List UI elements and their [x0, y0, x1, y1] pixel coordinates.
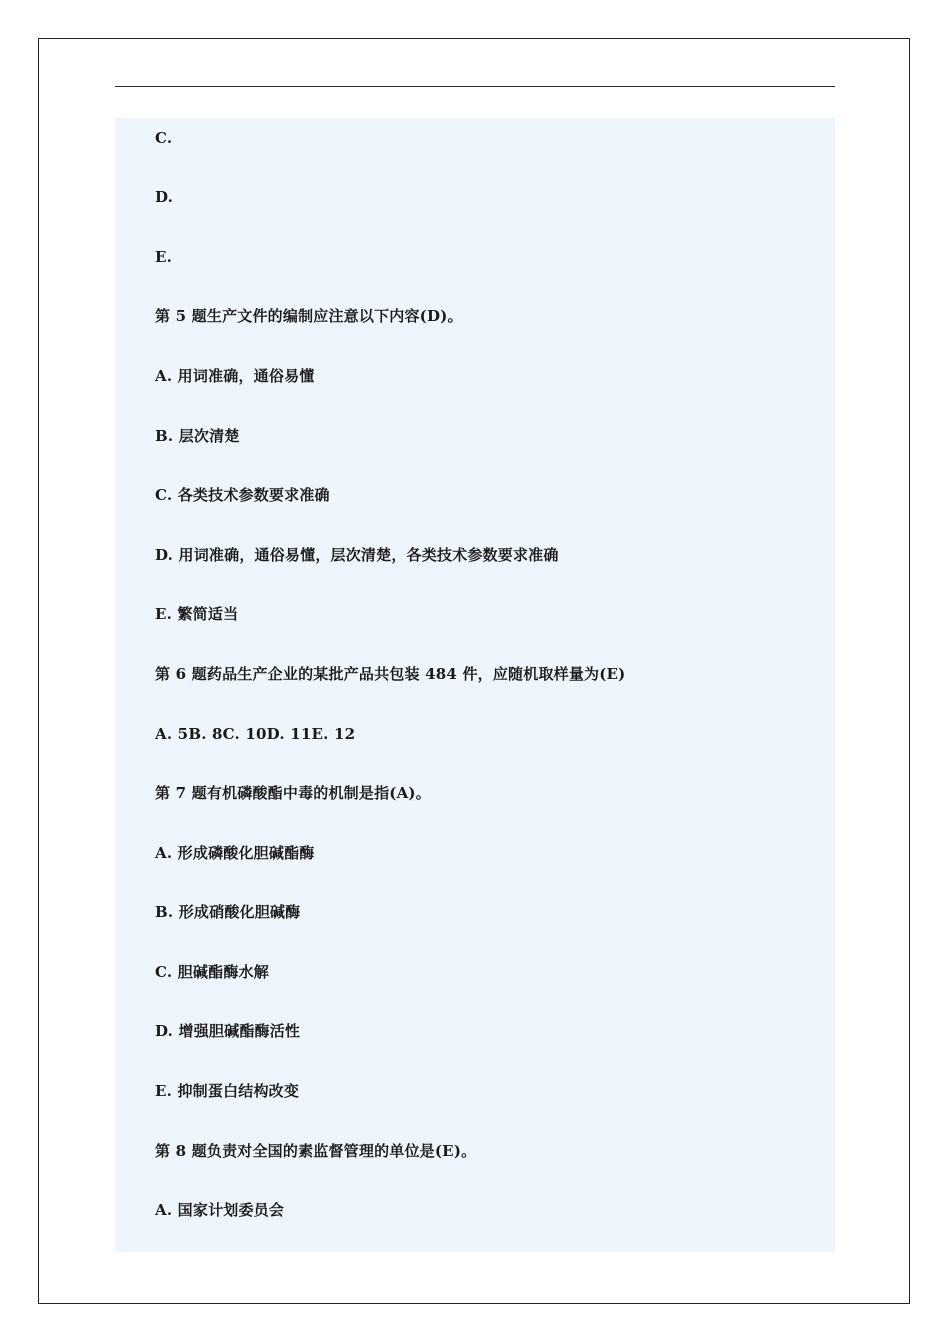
question-5-option-d: D. 用词准确，通俗易懂，层次清楚，各类技术参数要求准确	[155, 546, 559, 564]
question-7-option-c: C. 胆碱酯酶水解	[155, 963, 269, 981]
question-7-option-d: D. 增强胆碱酯酶活性	[155, 1022, 301, 1040]
question-5-option-b: B. 层次清楚	[155, 427, 240, 445]
question-5-option-a: A. 用词准确，通俗易懂	[155, 367, 315, 385]
question-8: 第 8 题负责对全国的素监督管理的单位是(E)。	[155, 1142, 477, 1160]
option-e-blank: E.	[155, 248, 173, 266]
question-8-option-a: A. 国家计划委员会	[155, 1201, 285, 1219]
question-5-option-c: C. 各类技术参数要求准确	[155, 486, 330, 504]
question-6-options: A. 5B. 8C. 10D. 11E. 12	[155, 725, 356, 743]
question-7-option-a: A. 形成磷酸化胆碱酯酶	[155, 844, 315, 862]
option-d-blank: D.	[155, 188, 174, 206]
question-7-option-e: E. 抑制蛋白结构改变	[155, 1082, 300, 1100]
content-panel	[115, 118, 835, 1252]
option-c-blank: C.	[155, 129, 173, 147]
question-6: 第 6 题药品生产企业的某批产品共包装 484 件，应随机取样量为(E)	[155, 665, 626, 683]
question-5: 第 5 题生产文件的编制应注意以下内容(D)。	[155, 307, 463, 325]
question-7: 第 7 题有机磷酸酯中毒的机制是指(A)。	[155, 784, 431, 802]
header-rule	[115, 86, 835, 87]
question-7-option-b: B. 形成硝酸化胆碱酶	[155, 903, 301, 921]
question-5-option-e: E. 繁简适当	[155, 605, 239, 623]
